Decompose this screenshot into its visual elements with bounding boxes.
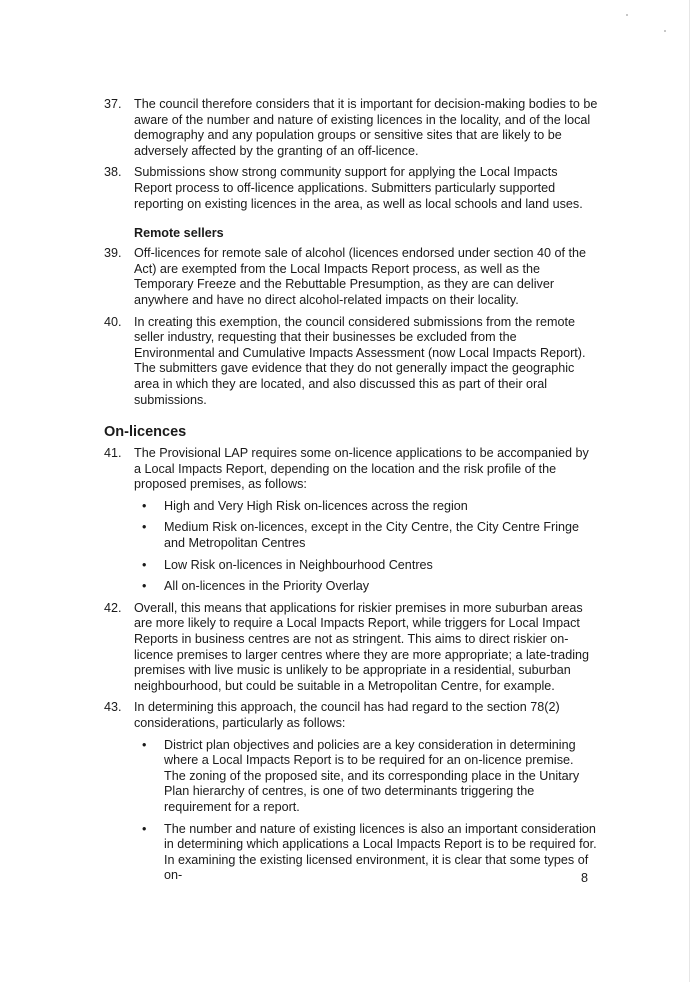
- paragraph-text: In determining this approach, the council has had regard to the section 78(2) considerations, particularly as follows:: [134, 700, 560, 730]
- subheading-remote-sellers: Remote sellers: [134, 226, 224, 241]
- bullet-icon: •: [142, 520, 147, 535]
- paragraph-number: 38.: [104, 165, 122, 180]
- paragraph-text: In creating this exemption, the council considered submissions from the remote seller industry, requesting that their businesses be excluded from the Environmental and Cumulative Impacts Assessment (now Local Impacts Report). The submitters gave evidence that they do not generally impact the geographic area in which they are located, and also discussed this as part of their oral submissions.: [134, 314, 586, 407]
- bullet-icon: •: [142, 579, 147, 594]
- paragraph-37: [104, 97, 598, 159]
- document-body: [104, 97, 598, 890]
- bullet-list-43: [134, 738, 598, 884]
- paragraph-number: 40.: [104, 314, 122, 329]
- paragraph-text: The council therefore considers that it is important for decision-making bodies to be aware of the number and nature of existing licences in the locality, and of the local demography and any population groups or sensitive sites that are likely to be adversely affected by the granting of an off-licence.: [134, 97, 598, 158]
- bullet-list-41: [134, 499, 598, 595]
- paragraph-number: 39.: [104, 246, 122, 261]
- paragraph-number: 37.: [104, 97, 122, 111]
- list-item-text: All on-licences in the Priority Overlay: [164, 579, 370, 594]
- list-item-text: Low Risk on-licences in Neighbourhood Centres: [164, 557, 433, 572]
- list-item-text: The number and nature of existing licences is also an important consideration in determining which applications a Local Impacts Report is to be required for. In examining the existing licensed environment, it is clear that some types of on-: [164, 821, 597, 883]
- paragraph-text: Submissions show strong community support for applying the Local Impacts Report process to off-licence applications. Submitters particularly supported reporting on existing licences in the area, as well as local schools and land uses.: [134, 165, 583, 211]
- paragraph-41: [104, 446, 598, 493]
- bullet-icon: •: [142, 737, 147, 752]
- paragraph-38: [104, 165, 598, 212]
- paragraph-40: [104, 315, 598, 409]
- bullet-icon: •: [142, 498, 147, 513]
- list-item: [134, 499, 598, 515]
- paragraph-number: 42.: [104, 600, 122, 615]
- paragraph-42: [104, 601, 598, 695]
- list-item-text: Medium Risk on-licences, except in the City Centre, the City Centre Fringe and Metropolitan Centres: [164, 520, 580, 551]
- list-item: [134, 822, 598, 884]
- bullet-icon: •: [142, 821, 147, 836]
- list-item: [134, 558, 598, 574]
- list-item-text: District plan objectives and policies are a key consideration in determining where a Local Impacts Report is to be required for an on-licence premise. The zoning of the proposed site, and its corresponding place in the Unitary Plan hierarchy of centres, is one of two determinants triggering the requirement for a report.: [164, 737, 580, 814]
- section-heading-on-licences: On-licences: [104, 424, 187, 441]
- paragraph-text: The Provisional LAP requires some on-licence applications to be accompanied by a Local Impacts Report, depending on the location and the risk profile of the proposed premises, as follows:: [134, 446, 589, 492]
- list-item: [134, 579, 598, 595]
- list-item: [134, 738, 598, 816]
- list-item: [134, 520, 598, 551]
- list-item-text: High and Very High Risk on-licences across the region: [164, 498, 468, 513]
- page-number: 8: [581, 871, 589, 885]
- bullet-icon: •: [142, 557, 147, 572]
- paragraph-number: 41.: [104, 446, 122, 461]
- paragraph-43: [104, 700, 598, 731]
- paragraph-text: Off-licences for remote sale of alcohol (licences endorsed under section 40 of the Act) are exempted from the Local Impacts Report process, as well as the Temporary Freeze and the Rebuttable Presumption, as they are can deliver anywhere and have no direct alcohol-related impacts on their locality.: [134, 246, 586, 307]
- scan-edge: [689, 0, 690, 982]
- scan-speck: [664, 30, 666, 32]
- paragraph-text: Overall, this means that applications for riskier premises in more suburban areas are more likely to require a Local Impacts Report, while triggers for Local Impact Reports in business centres are not as stringent. This aims to direct riskier on-licence premises to larger centres where they are more appropriate; a late-trading premises with live music is unlikely to be appropriate in a residential, suburban neighbourhood, but could be suitable in a Metropolitan Centre, for example.: [134, 600, 589, 693]
- paragraph-39: [104, 246, 598, 308]
- scan-speck: [626, 14, 628, 16]
- paragraph-number: 43.: [104, 700, 122, 715]
